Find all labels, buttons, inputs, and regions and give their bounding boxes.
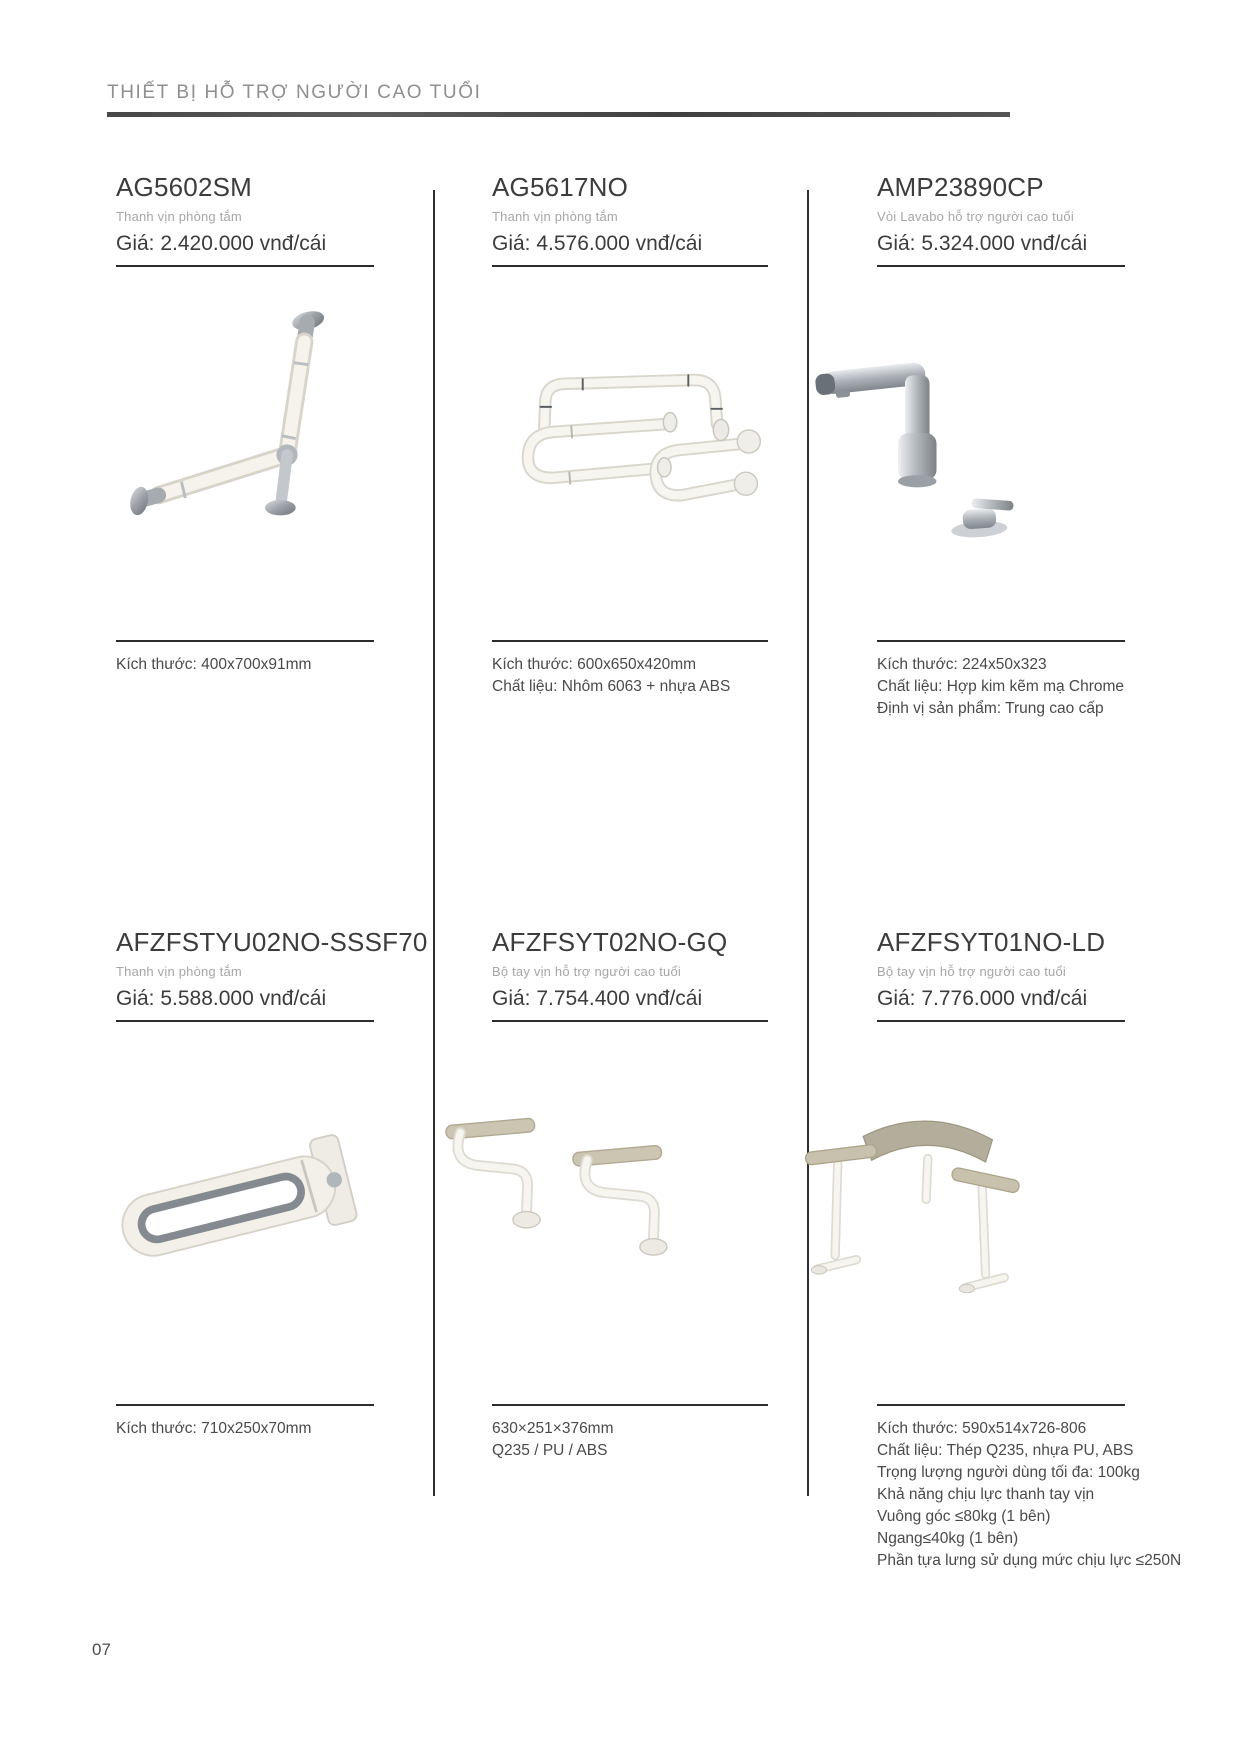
spec-line: Khả năng chịu lực thanh tay vịn <box>877 1486 1095 1503</box>
price-underline-rule <box>116 265 374 267</box>
product-model: AFZFSTYU02NO-SSSF70 <box>116 927 428 957</box>
spec-line: Kích thước: 600x650x420mm <box>492 656 697 673</box>
spec-top-rule <box>492 1404 768 1406</box>
product-image-flip-up-grab-bar <box>108 1027 358 1395</box>
page-title: THIẾT BỊ HỖ TRỢ NGƯỜI CAO TUỔI <box>107 82 482 103</box>
spec-line: Q235 / PU / ABS <box>492 1442 608 1459</box>
product-image-double-u-grab-bar <box>430 272 770 632</box>
spec-line: Định vị sản phẩm: Trung cao cấp <box>877 700 1104 717</box>
spec-line: Chất liệu: Hợp kim kẽm mạ Chrome <box>877 678 1125 695</box>
spec-line: 630×251×376mm <box>492 1420 614 1437</box>
price-underline-rule <box>492 265 768 267</box>
spec-line: Vuông góc ≤80kg (1 bên) <box>877 1508 1051 1525</box>
product-category: Thanh vịn phòng tắm <box>116 209 242 224</box>
spec-line: Kích thước: 710x250x70mm <box>116 1420 312 1437</box>
spec-line: Kích thước: 224x50x323 <box>877 656 1047 673</box>
spec-line: Phần tựa lưng sử dụng mức chịu lực ≤250N <box>877 1552 1182 1569</box>
product-category: Thanh vịn phòng tắm <box>116 964 242 979</box>
spec-top-rule <box>116 640 374 642</box>
spec-top-rule <box>877 1404 1125 1406</box>
spec-line: Chất liệu: Nhôm 6063 + nhựa ABS <box>492 678 731 695</box>
product-specs <box>877 654 1124 720</box>
product-price: Giá: 5.324.000 vnđ/cái <box>877 232 1088 255</box>
product-price: Giá: 7.776.000 vnđ/cái <box>877 987 1088 1010</box>
header-underline-rule <box>107 112 1010 117</box>
spec-top-rule <box>877 640 1125 642</box>
product-image-standing-support-frame <box>785 1017 1040 1397</box>
product-specs <box>116 1418 311 1440</box>
product-specs <box>492 654 730 698</box>
product-model: AFZFSYT02NO-GQ <box>492 927 728 957</box>
product-specs <box>116 654 311 676</box>
product-price: Giá: 4.576.000 vnđ/cái <box>492 232 703 255</box>
product-image-wall-armrest-supports <box>430 1022 730 1392</box>
spec-line: Trọng lượng người dùng tối đa: 100kg <box>877 1464 1140 1481</box>
spec-top-rule <box>116 1404 374 1406</box>
product-model: AG5617NO <box>492 172 629 202</box>
product-category: Bộ tay vịn hỗ trợ người cao tuổi <box>492 964 681 979</box>
page-number: 07 <box>92 1640 111 1659</box>
price-underline-rule <box>116 1020 374 1022</box>
product-model: AMP23890CP <box>877 172 1044 202</box>
spec-line: Kích thước: 400x700x91mm <box>116 656 312 673</box>
product-model: AFZFSYT01NO-LD <box>877 927 1106 957</box>
product-specs <box>877 1418 1181 1572</box>
product-image-pull-out-lavabo-faucet <box>797 275 1027 620</box>
product-model: AG5602SM <box>116 172 253 202</box>
product-price: Giá: 5.588.000 vnđ/cái <box>116 987 327 1010</box>
product-category: Thanh vịn phòng tắm <box>492 209 618 224</box>
spec-top-rule <box>492 640 768 642</box>
product-image-l-shaped-grab-bar <box>110 272 370 632</box>
product-category: Bộ tay vịn hỗ trợ người cao tuổi <box>877 964 1066 979</box>
product-price: Giá: 2.420.000 vnđ/cái <box>116 232 327 255</box>
spec-line: Ngang≤40kg (1 bên) <box>877 1530 1019 1547</box>
product-category: Vòi Lavabo hỗ trợ người cao tuổi <box>877 209 1074 224</box>
spec-line: Kích thước: 590x514x726-806 <box>877 1420 1087 1437</box>
product-specs <box>492 1418 614 1462</box>
spec-line: Chất liệu: Thép Q235, nhựa PU, ABS <box>877 1442 1134 1459</box>
product-price: Giá: 7.754.400 vnđ/cái <box>492 987 703 1010</box>
price-underline-rule <box>877 265 1125 267</box>
